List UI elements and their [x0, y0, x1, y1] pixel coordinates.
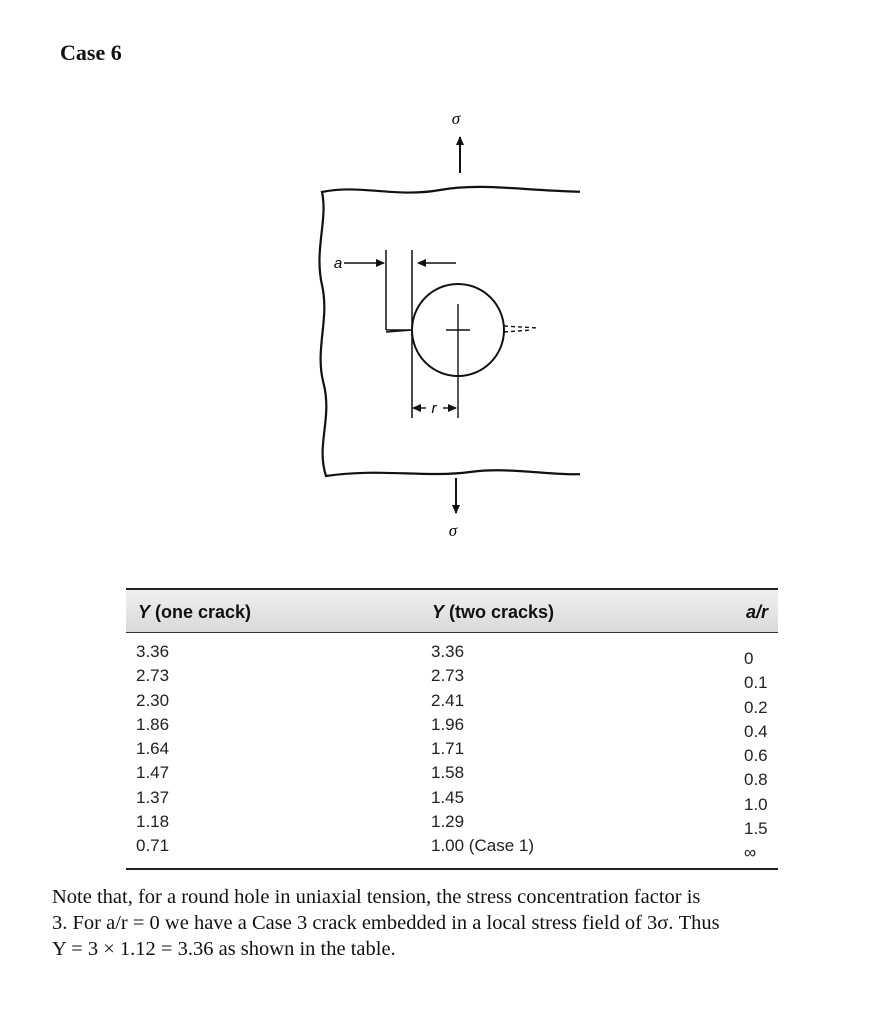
case-heading: Case 6	[60, 40, 122, 65]
table-cell: 1.37	[136, 787, 170, 807]
note-line: Note that, for a round hole in uniaxial tension, the stress concentration factor is	[52, 886, 701, 908]
table-cell: 0.2	[744, 697, 768, 717]
table-cell: ∞	[744, 843, 757, 863]
table-cell: 1.45	[431, 787, 465, 807]
crack-length-label: a	[333, 255, 343, 272]
radius-label: r	[431, 400, 437, 417]
table-cell: 1.5	[744, 819, 768, 839]
table-cell: 1.58	[431, 763, 465, 783]
table-cell: 0.1	[744, 673, 768, 693]
table-cell: 0.6	[744, 746, 768, 766]
table-cell: 1.71	[431, 739, 465, 759]
a-over-r-column	[744, 647, 768, 866]
note-line: Y = 3 × 1.12 = 3.36 as shown in the table.	[52, 938, 396, 960]
table-cell: 3.36	[136, 642, 170, 661]
one-crack-column	[136, 640, 169, 859]
table-cell: 1.64	[136, 739, 170, 759]
table-cell: 2.41	[431, 690, 465, 710]
stress-label-top: σ	[451, 109, 461, 128]
table-header	[126, 590, 778, 633]
explanatory-note	[52, 884, 842, 962]
table-cell: 1.00 (Case 1)	[431, 836, 534, 856]
table-cell: 0.4	[744, 721, 768, 741]
dashed-second-crack	[504, 326, 538, 332]
header-one-crack: Y (one crack)	[138, 602, 252, 622]
table-cell: 0	[744, 649, 754, 668]
y-factor-table	[126, 588, 778, 870]
table-cell: 1.0	[744, 794, 768, 814]
plate-figure	[300, 100, 580, 550]
table-cell: 1.47	[136, 763, 170, 783]
table-cell: 1.86	[136, 714, 170, 734]
header-two-cracks: Y (two cracks)	[432, 602, 555, 622]
table-cell: 0.8	[744, 770, 768, 790]
crack-line	[386, 330, 412, 332]
table-cell: 1.18	[136, 812, 170, 832]
plate-outline	[319, 187, 580, 476]
table-cell: 3.36	[431, 642, 465, 661]
table-cell: 1.96	[431, 714, 465, 734]
table-cell: 2.73	[431, 666, 465, 686]
two-cracks-column	[431, 640, 534, 859]
stress-label-bottom: σ	[448, 521, 458, 540]
header-a-over-r: a/r	[746, 602, 769, 622]
table-cell: 2.30	[136, 690, 170, 710]
table-cell: 0.71	[136, 836, 170, 856]
table-cell: 2.73	[136, 666, 170, 686]
table-cell: 1.29	[431, 812, 465, 832]
note-line: 3. For a/r = 0 we have a Case 3 crack embedded in a local stress field of 3σ. Thus	[52, 912, 720, 934]
plate-diagram	[300, 100, 580, 550]
